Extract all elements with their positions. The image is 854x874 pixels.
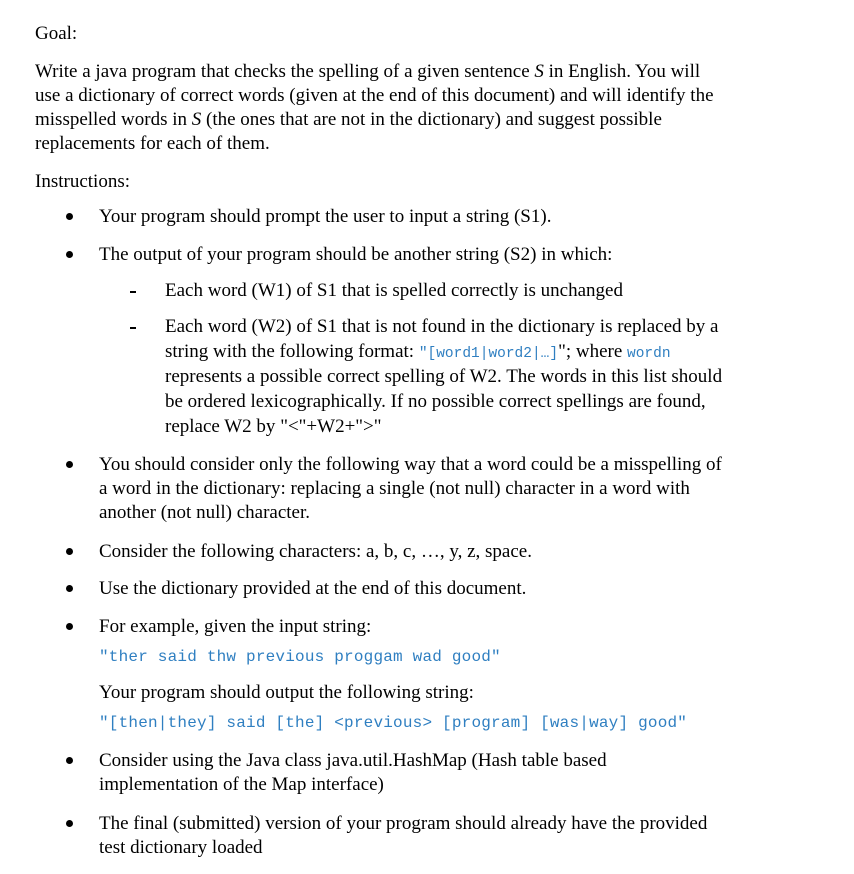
goal-line-4: replacements for each of them.: [35, 133, 270, 154]
sentence-s: S: [534, 61, 544, 82]
example-output-code: "[then|they] said [the] <previous> [program] [was|way] good": [99, 714, 688, 732]
text: replace W2 by: [165, 416, 276, 437]
sub-instruction-1: Each word (W1) of S1 that is spelled correctly is unchanged: [165, 280, 623, 301]
example-input-code: "ther said thw previous proggam wad good": [99, 648, 501, 666]
bullet-icon: [66, 548, 73, 555]
instruction-3-line-1: You should consider only the following way that a word could be a misspelling of: [99, 454, 722, 475]
bullet-icon: [66, 251, 73, 258]
instruction-4: Consider the following characters: a, b, c, …, y, z, space.: [99, 541, 532, 562]
goal-line-3: [35, 108, 662, 131]
quote: ";: [558, 341, 572, 362]
instruction-2: The output of your program should be another string (S2) in which:: [99, 244, 613, 265]
instruction-3-line-2: a word in the dictionary: replacing a single (not null) character in a word with: [99, 478, 690, 499]
instruction-6: For example, given the input string:: [99, 616, 372, 637]
goal-line-1: [35, 60, 700, 83]
sub-instruction-2-line-3: represents a possible correct spelling of W2. The words in this list should: [165, 366, 723, 387]
instruction-1: Your program should prompt the user to input a string (S1).: [99, 206, 552, 227]
sub-instruction-2-line-1: Each word (W2) of S1 that is not found in the dictionary is replaced by a: [165, 316, 719, 337]
text: (the ones that are not in the dictionary) and suggest possible: [206, 109, 662, 130]
bullet-icon: [66, 757, 73, 764]
dash-icon: [130, 291, 136, 293]
sub-instruction-2-line-2: [165, 340, 671, 366]
instruction-7-line-1: Consider using the Java class java.util.HashMap (Hash table based: [99, 750, 607, 771]
text: where: [575, 341, 623, 362]
instruction-8-line-1: The final (submitted) version of your program should already have the provided: [99, 813, 708, 834]
bullet-icon: [66, 623, 73, 630]
goal-line-2: use a dictionary of correct words (given at the end of this document) and will identify the: [35, 85, 714, 106]
quote: ": [418, 346, 428, 362]
bullet-icon: [66, 461, 73, 468]
bullet-icon: [66, 585, 73, 592]
text: Write a java program that checks the spelling of a given sentence: [35, 61, 530, 82]
goal-heading: Goal:: [35, 23, 78, 44]
bullet-icon: [66, 213, 73, 220]
sentence-s: S: [191, 109, 202, 130]
instructions-heading: Instructions:: [35, 171, 130, 192]
dash-icon: [130, 327, 136, 329]
text: string with the following format:: [165, 341, 415, 362]
text: misspelled words in: [35, 109, 187, 130]
format-code: [word1|word2|…]: [427, 346, 559, 362]
instruction-8-line-2: test dictionary loaded: [99, 837, 263, 858]
instruction-5: Use the dictionary provided at the end of this document.: [99, 578, 527, 599]
instruction-7-line-2: implementation of the Map interface): [99, 774, 384, 795]
sub-instruction-2-line-5: [165, 415, 382, 438]
replacement-format: "<"+W2+">": [280, 416, 382, 437]
text: in English. You will: [548, 61, 701, 82]
bullet-icon: [66, 820, 73, 827]
instruction-6-output: Your program should output the following string:: [99, 682, 474, 703]
instruction-3-line-3: another (not null) character.: [99, 502, 311, 523]
wordn-code: wordn: [627, 346, 671, 362]
sub-instruction-2-line-4: be ordered lexicographically. If no possible correct spellings are found,: [165, 391, 706, 412]
